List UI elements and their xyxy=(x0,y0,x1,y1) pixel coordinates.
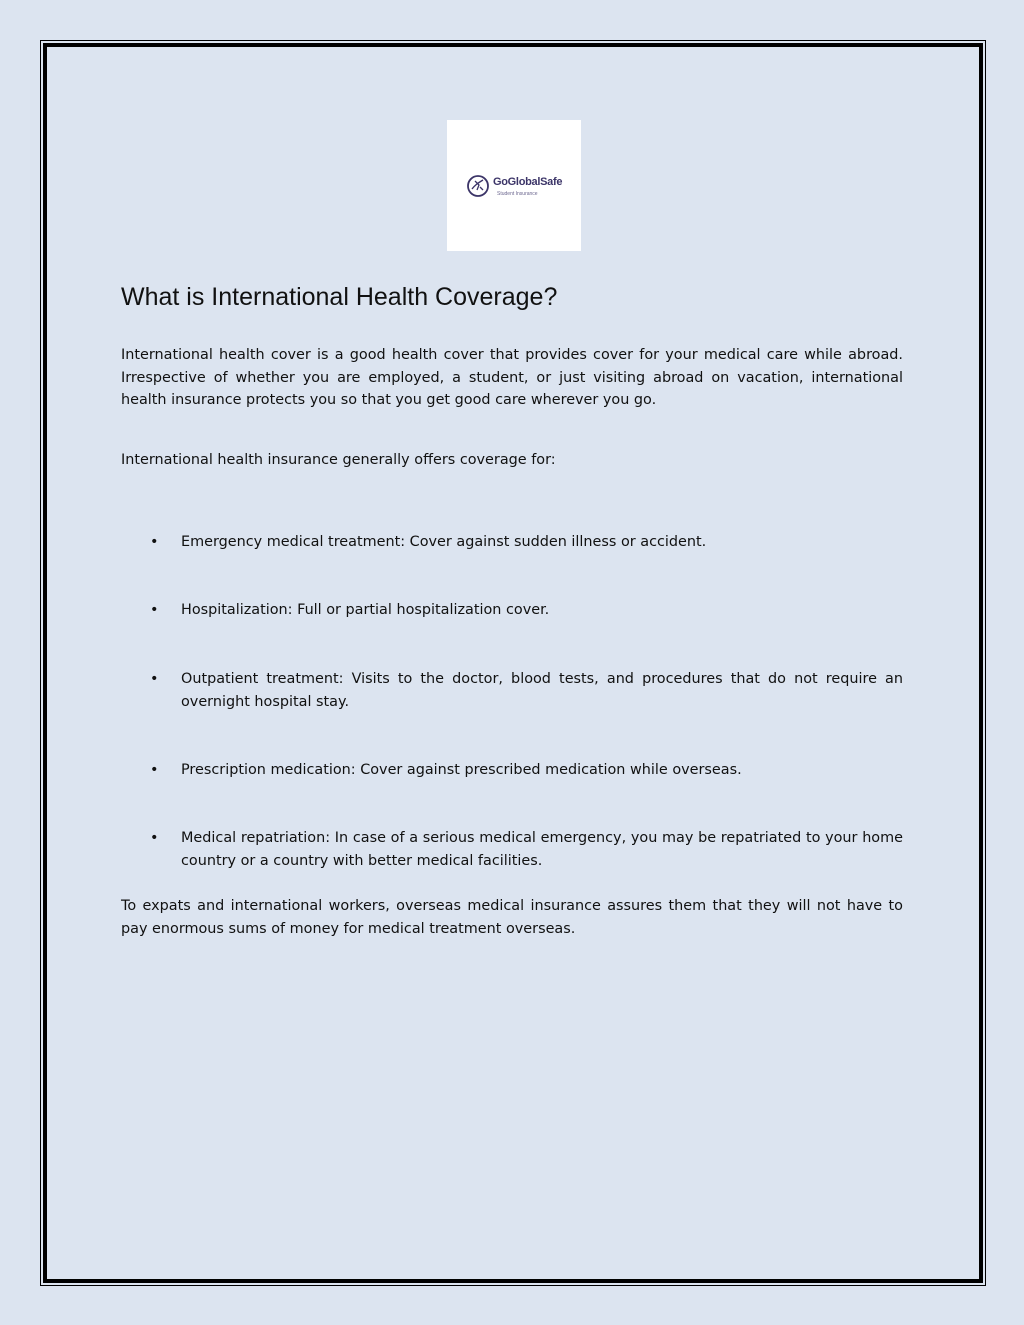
list-item-text: Prescription medication: Cover against prescribed medication while overseas. xyxy=(181,762,742,778)
logo-tagline: Student Insurance xyxy=(497,191,538,197)
logo-brand-name: GoGlobalSafe xyxy=(493,176,563,188)
company-logo xyxy=(447,120,581,251)
bullet-icon: • xyxy=(150,602,159,618)
globe-airplane-icon xyxy=(466,174,490,198)
bullet-icon: • xyxy=(150,762,159,778)
bullet-icon: • xyxy=(150,534,159,550)
bullet-icon: • xyxy=(150,671,159,687)
list-item-text: Medical repatriation: In case of a serious medical emergency, you may be repatriated to your home country or a country with better medical facilities. xyxy=(181,830,903,869)
closing-paragraph: To expats and international workers, overseas medical insurance assures them that they will not have to pay enormous sums of money for medical treatment overseas. xyxy=(121,898,903,937)
list-item-text: Outpatient treatment: Visits to the doctor, blood tests, and procedures that do not require an overnight hospital stay. xyxy=(181,671,903,710)
coverage-intro-paragraph: International health insurance generally offers coverage for: xyxy=(121,452,556,468)
list-item-text: Emergency medical treatment: Cover against sudden illness or accident. xyxy=(181,534,707,550)
page-title: What is International Health Coverage? xyxy=(121,283,558,311)
list-item-text: Hospitalization: Full or partial hospitalization cover. xyxy=(181,602,550,618)
intro-paragraph: International health cover is a good health cover that provides cover for your medical care while abroad. Irrespective of whether you are employed, a student, or just visiting abroad on vacation, international health insurance protects you so that you get good care wherever you go. xyxy=(121,347,903,409)
bullet-icon: • xyxy=(150,830,159,846)
